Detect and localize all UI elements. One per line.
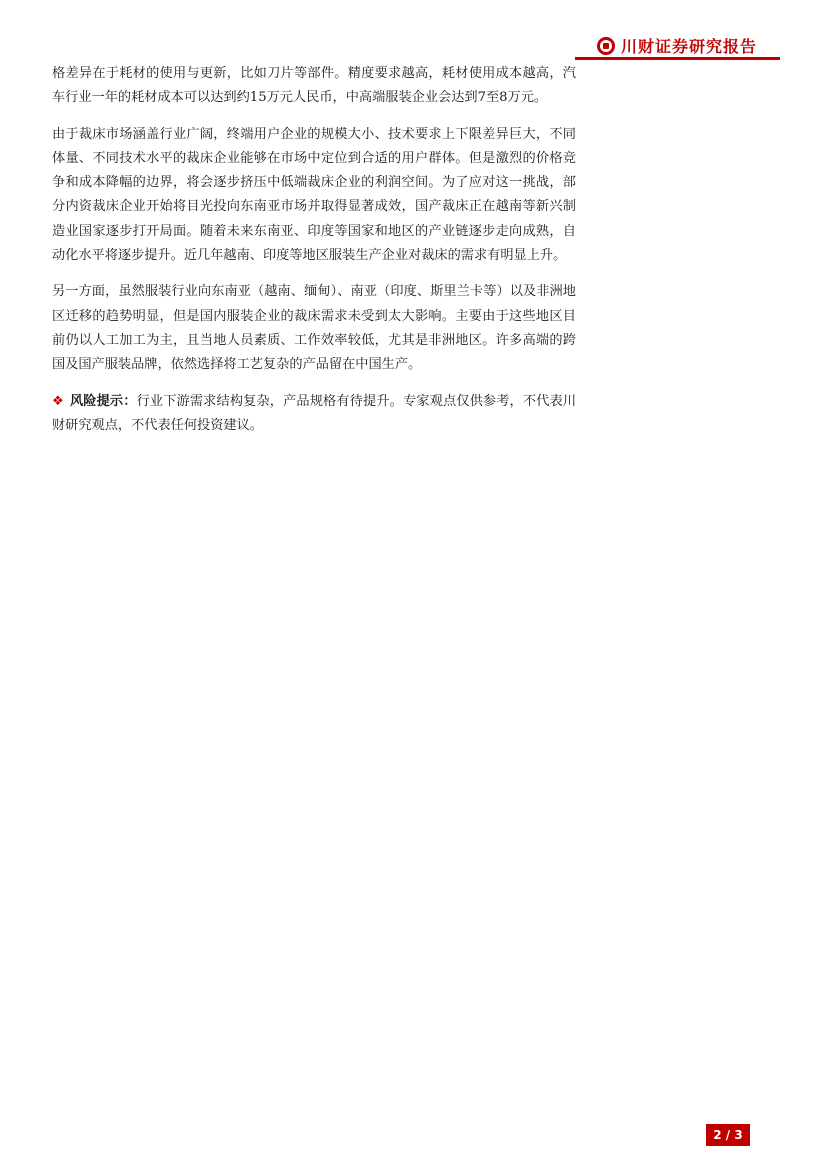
risk-text: 行业下游需求结构复杂，产品规格有待提升。专家观点仅供参考，不代表川财研究观点，不代表任何投资建议。: [52, 393, 577, 433]
diamond-bullet-icon: ❖: [52, 393, 64, 409]
risk-notice: [52, 390, 576, 439]
brand-logo-icon: [597, 37, 615, 55]
paragraph-2: 由于裁床市场涵盖行业广阔，终端用户企业的规模大小、技术要求上下限差异巨大，不同体量、不同技术水平的裁床企业能够在市场中定位到合适的用户群体。但是激烈的价格竞争和成本降幅的边界，将会逐步挤压中低端裁床企业的利润空间。为了应对这一挑战，部分内资裁床企业开始将目光投向东南亚市场并取得显著成效，国产裁床正在越南等新兴制造业国家逐步打开局面。随着未来东南亚、印度等国家和地区的产业链逐步走向成熟，自动化水平将逐步提升。近几年越南、印度等地区服装生产企业对裁床的需求有明显上升。: [52, 126, 576, 264]
paragraph-3: 另一方面，虽然服装行业向东南亚（越南、缅甸）、南亚（印度、斯里兰卡等）以及非洲地区迁移的趋势明显，但是国内服装企业的裁床需求未受到太大影响。主要由于这些地区目前仍以人工加工为主，且当地人员素质、工作效率较低，尤其是非洲地区。许多高端的跨国及国产服装品牌，依然选择将工艺复杂的产品留在中国生产。: [52, 284, 576, 373]
report-header: [597, 34, 757, 57]
brand-title: 川财证券研究报告: [620, 37, 757, 56]
paragraph-1: 格差异在于耗材的使用与更新，比如刀片等部件。精度要求越高，耗材使用成本越高，汽车行业一年的耗材成本可以达到约15万元人民币，中高端服装企业会达到7至8万元。: [52, 66, 576, 106]
page-number: 2 / 3: [706, 1124, 750, 1146]
risk-label: 风险提示：: [69, 393, 137, 409]
header-divider: [575, 57, 780, 60]
document-body: [52, 62, 576, 450]
